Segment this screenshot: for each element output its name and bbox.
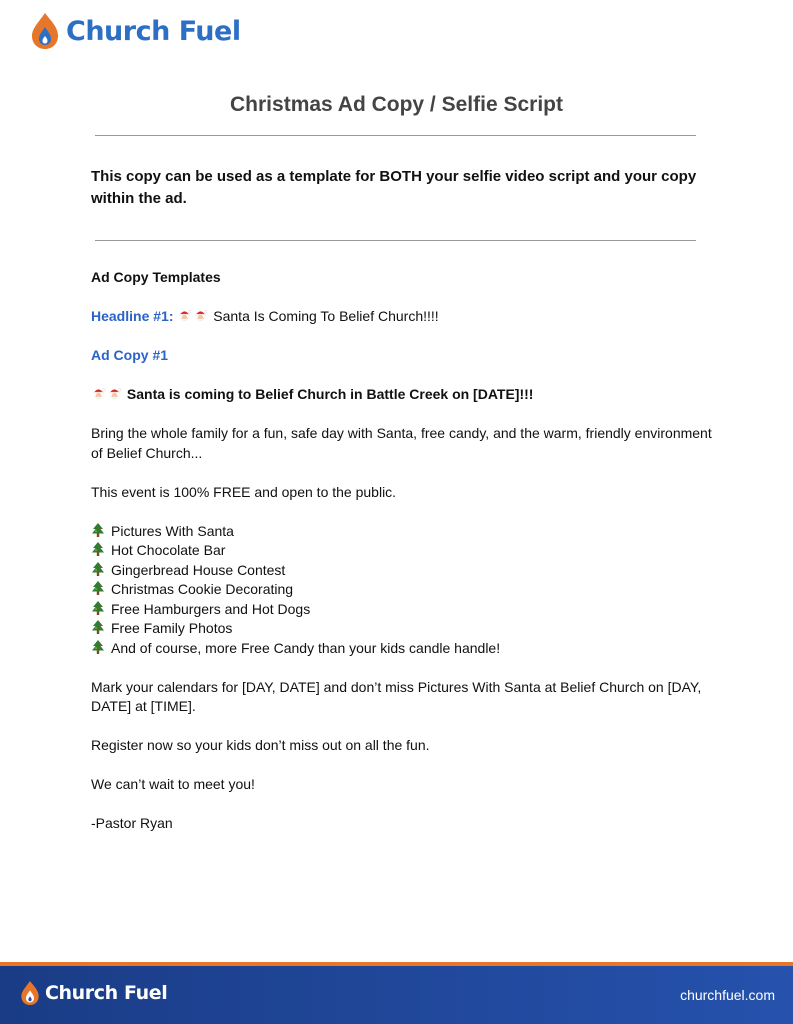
divider xyxy=(95,240,696,241)
list-item: Free Hamburgers and Hot Dogs xyxy=(91,600,716,620)
ad-lead-text: Santa is coming to Belief Church in Battle Creek on [DATE]!!! xyxy=(123,386,534,402)
paragraph: Register now so your kids don’t miss out on all the fun. xyxy=(91,737,430,753)
footer-url-link[interactable]: churchfuel.com xyxy=(680,987,775,1003)
footer-bar xyxy=(0,962,793,1024)
santa-icon xyxy=(177,309,192,323)
christmas-tree-icon xyxy=(91,581,105,596)
document-title: Christmas Ad Copy / Selfie Script xyxy=(230,93,563,116)
list-item: Christmas Cookie Decorating xyxy=(91,580,716,600)
paragraph: We can’t wait to meet you! xyxy=(91,776,255,792)
paragraph: Bring the whole family for a fun, safe day with Santa, free candy, and the warm, friendly environment of Belief Church... xyxy=(91,425,712,461)
list-item: Hot Chocolate Bar xyxy=(91,541,716,561)
list-item: Gingerbread House Contest xyxy=(91,561,716,581)
divider xyxy=(95,135,696,136)
christmas-tree-icon xyxy=(91,523,105,538)
signature: -Pastor Ryan xyxy=(91,815,173,831)
christmas-tree-icon xyxy=(91,542,105,557)
christmas-tree-icon xyxy=(91,562,105,577)
activity-list xyxy=(91,522,716,659)
headline-text: Santa Is Coming To Belief Church!!!! xyxy=(209,308,439,324)
brand-name: Church Fuel xyxy=(66,15,241,47)
flame-logo-icon xyxy=(20,980,40,1006)
list-item: Free Family Photos xyxy=(91,619,716,639)
christmas-tree-icon xyxy=(91,640,105,655)
footer-brand: Church Fuel xyxy=(45,982,168,1004)
list-item: And of course, more Free Candy than your kids candle handle! xyxy=(91,639,716,659)
santa-icon xyxy=(107,387,122,401)
headline-line xyxy=(91,307,716,327)
paragraph: This event is 100% FREE and open to the public. xyxy=(91,483,397,500)
paragraph: Mark your calendars for [DAY, DATE] and don’t miss Pictures With Santa at Belief Church on [DAY, DATE] at [TIME]. xyxy=(91,678,702,714)
header-logo xyxy=(30,12,241,50)
christmas-tree-icon xyxy=(91,620,105,635)
document-body xyxy=(91,268,716,853)
santa-icon xyxy=(91,387,106,401)
section-heading: Ad Copy Templates xyxy=(91,269,221,285)
list-item: Pictures With Santa xyxy=(91,522,716,542)
christmas-tree-icon xyxy=(91,601,105,616)
headline-label: Headline #1: xyxy=(91,308,174,324)
intro-text: This copy can be used as a template for BOTH your selfie video script and your copy within the ad. xyxy=(91,168,697,207)
ad-copy-label: Ad Copy #1 xyxy=(91,347,169,363)
footer-logo xyxy=(20,980,167,1006)
santa-icon xyxy=(193,309,208,323)
ad-lead-line xyxy=(91,385,716,405)
flame-logo-icon xyxy=(30,12,60,50)
